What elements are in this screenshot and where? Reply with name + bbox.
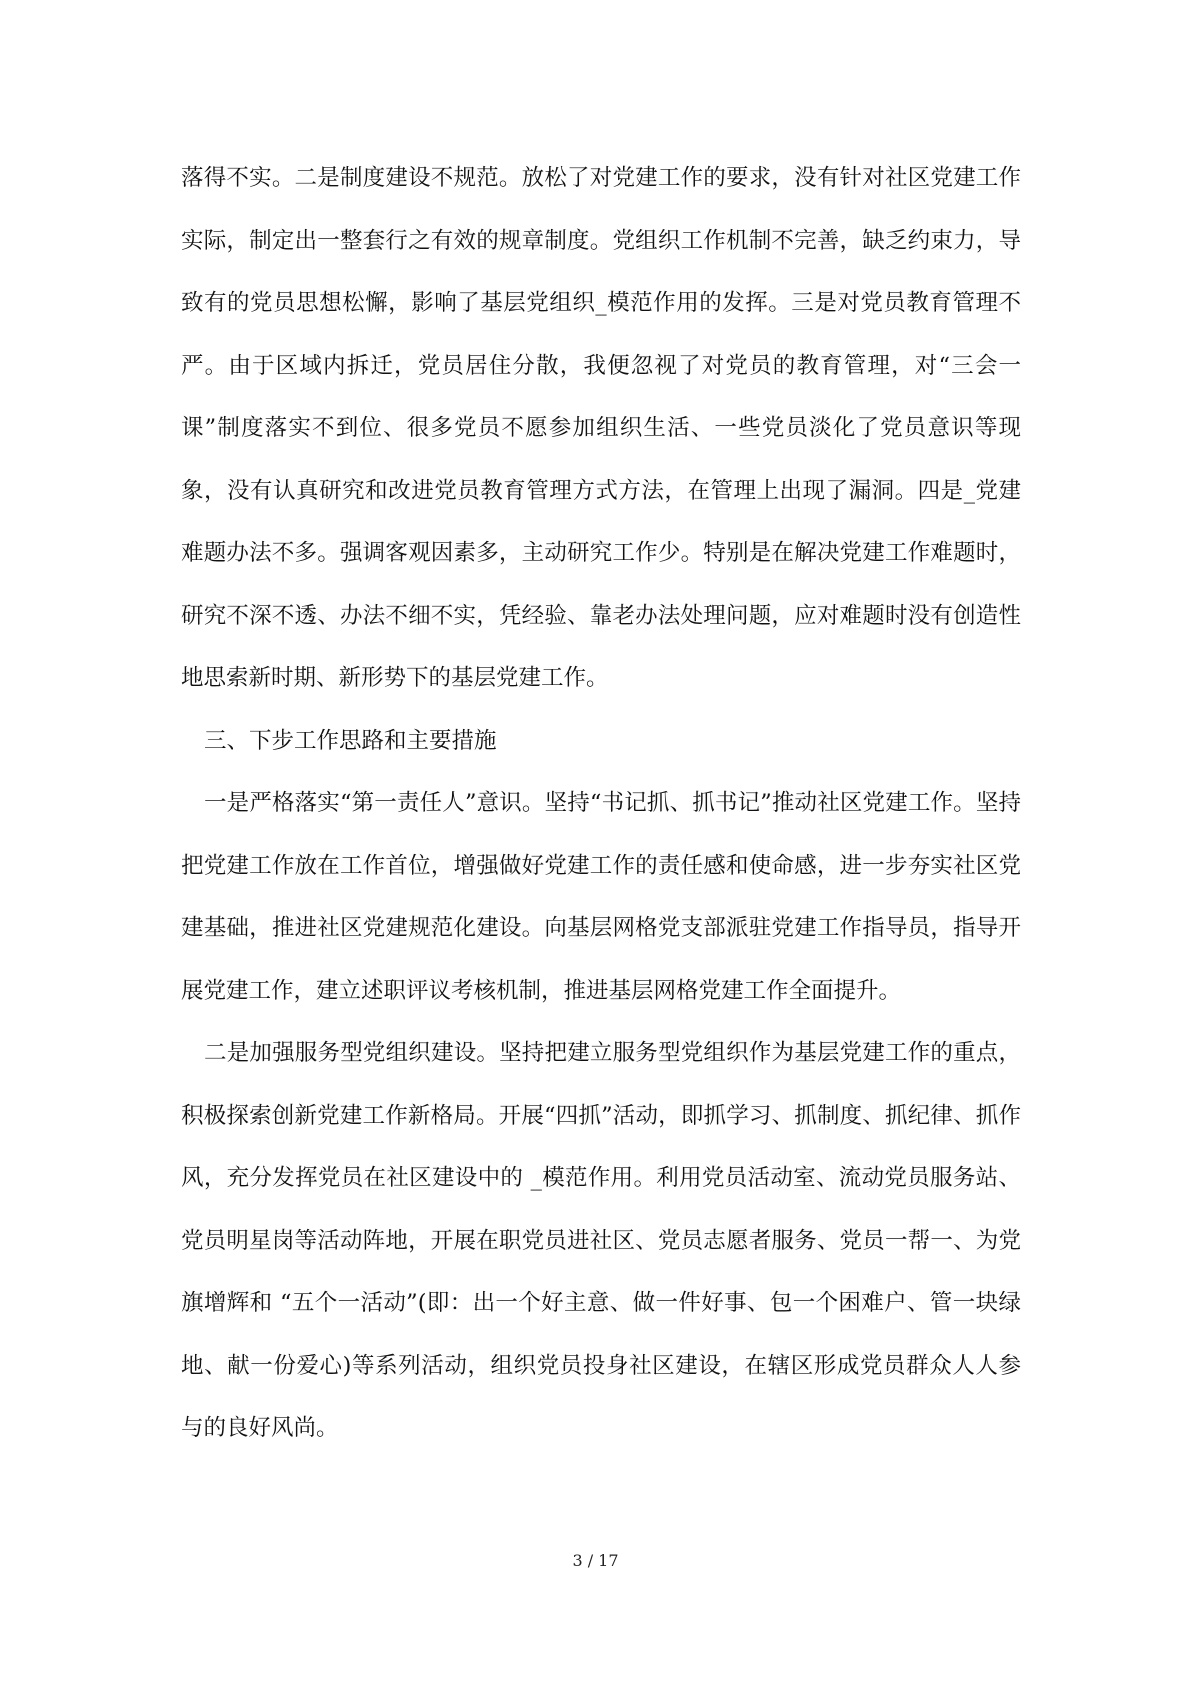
page-number: 3 / 17 [572,1551,619,1570]
section-heading: 三、下步工作思路和主要措施 [204,727,497,754]
paragraph-continuation: 落得不实。二是制度建设不规范。放松了对党建工作的要求，没有针对社区党建工作实际，制定出一整套行之有效的规章制度。党组织工作机制不完善，缺乏约束力，导致有的党员思想松懈，影响了基层党组织_模范作用的发挥。三是对党员教育管理不严。由于区域内拆迁，党员居住分散，我便忽视了对党员的教育管理，对“三会一课”制度落实不到位、很多党员不愿参加组织生活、一些党员淡化了党员意识等现象，没有认真研究和改进党员教育管理方式方法，在管理上出现了漏洞。四是_党建难题办法不多。强调客观因素多，主动研究工作少。特别是在解决党建工作难题时，研究不深不透、办法不细不实，凭经验、靠老办法处理问题，应对难题时没有创造性地思索新时期、新形势下的基层党建工作。 [181,165,1021,691]
paragraph-measure-two: 二是加强服务型党组织建设。坚持把建立服务型党组织作为基层党建工作的重点，积极探索创新党建工作新格局。开展“四抓”活动，即抓学习、抓制度、抓纪律、抓作风，充分发挥党员在社区建设中的 _模范作用。利用党员活动室、流动党员服务站、党员明星岗等活动阵地，开展在职党员进社区、党员志愿者服务、党员一帮一、为党旗增辉和 “五个一活动”(即：出一个好主意、做一件好事、包一个困难户、管一块绿地、献一份爱心)等系列活动，组织党员投身社区建设，在辖区形成党员群众人人参与的良好风尚。 [181,1040,1021,1441]
document-body [181,147,1021,1460]
paragraph-measure-one: 一是严格落实“第一责任人”意识。坚持“书记抓、抓书记”推动社区党建工作。坚持把党建工作放在工作首位，增强做好党建工作的责任感和使命感，进一步夯实社区党建基础，推进社区党建规范化建设。向基层网格党支部派驻党建工作指导员，指导开展党建工作，建立述职评议考核机制，推进基层网格党建工作全面提升。 [181,790,1021,1004]
